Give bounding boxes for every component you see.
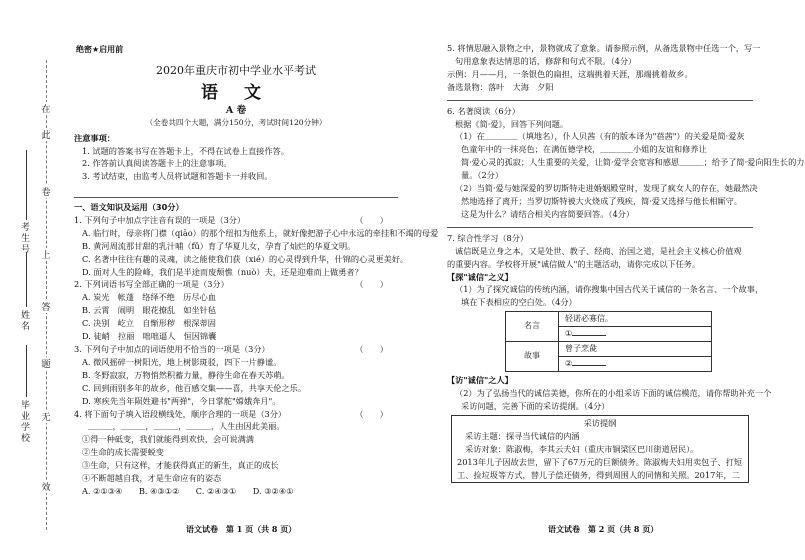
interview-outline-box: [451, 415, 749, 484]
option: B. 云霄 闹明 眼花撩乱 如坐针毡: [82, 305, 217, 316]
table-cell-blank[interactable]: ②: [559, 357, 712, 372]
binding-char: 卷: [40, 185, 52, 198]
question-6-part: （2）当简·爱与她深爱的罗切斯特走进婚姻殿堂时，发现了疯女人的存在，她最然决: [455, 183, 758, 194]
question-2-stem: 2. 下列词语书写全部正确的一项是（3分） （ ）: [74, 278, 398, 291]
page-footer-left: 语文试卷 第 1 页（共 8 页）: [186, 524, 297, 534]
option: D. 寒疾先当年陨姓避书"两弹"，今日掌舵"嫦娥奔月"。: [82, 395, 281, 406]
right-questions: [447, 42, 805, 483]
question-6-part: 色童年中的一抹亮色；在满伍德学校，＿＿＿＿小姐的友谊和修养让: [461, 144, 707, 155]
question-6-part: 简·爱心灵的孤寂；人生重要的关爱，让简·爱学会宽容和感恩＿＿＿；给予了简·爱向阳生长的力: [461, 157, 805, 168]
question-1-stem: 1. 下列句子中加点字注音有误的一项是（3分） （ ）: [74, 214, 398, 227]
box-line: 工、捡垃圾等方式，替儿子偿还债务，得到周围人的同情和关照。2017年，二: [457, 469, 740, 480]
table-label: 名言: [506, 312, 559, 342]
answer-line: [447, 227, 753, 228]
sentence-option: ①得一种砥变，我们就能得到欢快，会可说满满: [82, 434, 254, 445]
answer-paren: （ ）: [355, 279, 388, 290]
field-name-label: 姓名: [19, 310, 29, 332]
question-7-intro: 诚信既是立身之本，又是处世、教子、经商、治国之道，是社会主义核心价值观: [455, 245, 742, 256]
question-6-part: 量。（2分）: [461, 170, 504, 181]
binding-char: 上: [40, 248, 52, 261]
binding-margin: [0, 0, 70, 560]
question-7-stem: 7. 综合性学习（8分）: [447, 232, 529, 243]
task-text: （1）为了探究诚信的传统内涵，请你搜集中国古代关于诚信的一条名言、一个故事，: [455, 284, 764, 295]
answer-paren: （ ）: [355, 408, 388, 419]
binding-char: 题: [40, 357, 52, 370]
question-3-stem: 3. 下列句子中加点的词语使用不恰当的一项是（3分） （ ）: [74, 343, 398, 356]
option: D. 徒峭 拉丽 咄咄逼人 恒因锦囊: [82, 331, 217, 342]
task-heading: 【访"诚信"之人】: [447, 375, 513, 386]
question-7-intro: 的重要内容。学校将开展"诚信做人"的主题活动，请你完成以下任务。: [447, 258, 701, 269]
option: C. 名著中往往有趣的灵魂，读之能使我们获（xié）的心灵得到升华，什锦的心灵更美好。: [82, 253, 409, 264]
section-heading: 一、语文知识及运用（30分）: [74, 202, 184, 212]
question-6-stem: 6. 名著阅读（6分）: [447, 105, 520, 116]
option: C. 回到雨别多年的故乡，他百感交集——喜，共享天伦之乐。: [82, 382, 307, 393]
exam-number-line: [26, 150, 27, 220]
subject-title: 语 文: [201, 83, 271, 103]
left-questions: [74, 194, 439, 498]
task-heading: 【探"诚信"之义】: [447, 271, 513, 282]
binding-char: 答: [40, 300, 52, 313]
school-line: [26, 345, 27, 397]
question-6-part: 这是为什么？请结合相关内容简要回答。（4分）: [461, 208, 635, 219]
question-6-intro: 根据《简·爱》，回答下列问题。: [455, 118, 569, 129]
box-line: 采访对象：陈淑梅，李其云夫妇（重庆市铜梁区巴川街道居民）。: [465, 443, 699, 454]
binding-char: 此: [40, 128, 52, 141]
sentence-option: ③生命，只有这样，才能获得真正的新生，真正的成长: [82, 460, 279, 471]
question-5-line: 5. 将情思融入景物之中，景物就成了意象。请参照示例，从备选景物中任选一个，写一: [447, 43, 761, 53]
notes-heading: 注意事项：: [74, 133, 115, 143]
box-title: 采访提纲: [583, 417, 617, 428]
question-4-stem: 4. 将下面句子填入语段横线处，顺序合理的一项是（3分） （ ）: [74, 408, 398, 421]
option: B. 冬野寂寂，万物悄然积蓄力量，静待生命在春天苏萌。: [82, 369, 290, 380]
volume-label: A 卷: [225, 105, 247, 116]
binding-char: 在: [40, 102, 52, 115]
integrity-table: [505, 311, 712, 372]
notes-block: [74, 132, 398, 182]
table-cell: 轻诺必寡信。: [559, 312, 712, 327]
example-line: 示例：月——月，一条银色的扁担，这端挑着天涯，那端挑着故乡。: [447, 68, 693, 79]
field-exam-number-label: 考生号: [19, 222, 29, 255]
sentence-option: ④不断超越自我，才是生命应有的姿态: [82, 473, 222, 484]
note-item: 1. 试题的答案书写在答题卡上，不得在试卷上直接作答。: [82, 145, 289, 156]
option: A. 临行时，母亲将门襟（qiāo）的那个纽扣为他系上，就好像把游子心中永远的牵挂和不竭的母爱: [82, 227, 439, 238]
table-label: 故事: [506, 342, 559, 372]
name-line: [26, 252, 27, 307]
answer-paren: （ ）: [355, 214, 388, 225]
task-text: （2）为了弘扬当代的诚信美德，你所在的小组采访下面的诚信模范，请你帮助补充一个: [455, 388, 772, 399]
option: A. 炭光 帐蓬 络绎不绝 历尽心血: [82, 292, 216, 303]
question-6-part: 然地选择了离开；当罗切斯特被大火烧成了残疾，简·爱又选择与他长相厮守。: [461, 195, 742, 206]
note-item: 3. 考试结束，由监考人员将试题和答题卡一并收回。: [82, 170, 273, 181]
exam-meta: （全卷共四个大题，满分150分，考试时间120分钟）: [145, 118, 327, 127]
divider: [74, 197, 398, 198]
box-line: 采访主题：探寻当代诚信的内涵: [465, 430, 580, 441]
sentence-option: ②生命的成长需要蜕变: [82, 447, 164, 458]
task-text: 采访问题，完善下面的采访提纲。（4分）: [461, 401, 610, 412]
answer-paren: （ ）: [355, 343, 388, 354]
candidate-scenes: 备选景物：落叶 大海 夕阳: [447, 81, 554, 92]
task-text: 填在下表相应的空白处。（4分）: [461, 297, 577, 308]
box-line: 2013年儿子因故去世，留下了67万元的巨额债务。陈淑梅夫妇用卖包子、打短: [457, 456, 743, 467]
note-item: 2. 作答前认真阅读答题卡上的注意事项。: [82, 158, 232, 169]
answer-choices: A. ②①③④ B. ④③①② C. ②④③① D. ③②④①: [82, 485, 294, 496]
exam-title: 2020年重庆市初中学业水平考试: [156, 64, 316, 77]
question-6-part: （1）在＿＿＿＿（填地名），仆人贝茜（有的版本译为"蓓茜"）的关爱是简·爱灰: [455, 131, 745, 142]
answer-line: [447, 100, 753, 101]
page-footer-right: 语文试卷 第 2 页（共 8 页）: [548, 524, 659, 534]
option: A. 微风摇碎一树阳光，地上树影斑驳，四下一片静谧。: [82, 356, 282, 367]
option: B. 黄河周流那甘甜的乳汁哺（fǔ）育了华夏儿女，孕育了灿烂的华夏文明。: [82, 240, 356, 251]
option: D. 面对人生的险峰，我们是半途而废颓憔（nuò）夫，还是迎难而上做勇者？: [82, 266, 363, 277]
table-cell: 曾子烹彘: [559, 342, 712, 357]
field-school-label: 毕业学校: [19, 400, 29, 444]
binding-char: 效: [40, 480, 52, 493]
fill-in-line: ＿＿＿，＿＿＿，＿＿＿，＿＿＿，人生由因此美丽。: [88, 421, 285, 432]
binding-char: 无: [40, 410, 52, 423]
table-cell-blank[interactable]: ①: [559, 327, 712, 342]
option: C. 决别 屹立 自惭形秽 根深蒂固: [82, 318, 216, 329]
confidential-mark: 绝密★启用前: [76, 45, 124, 54]
question-5-line: 句用意象表达情思的话，修辞和句式不限。（4分）: [455, 55, 637, 66]
